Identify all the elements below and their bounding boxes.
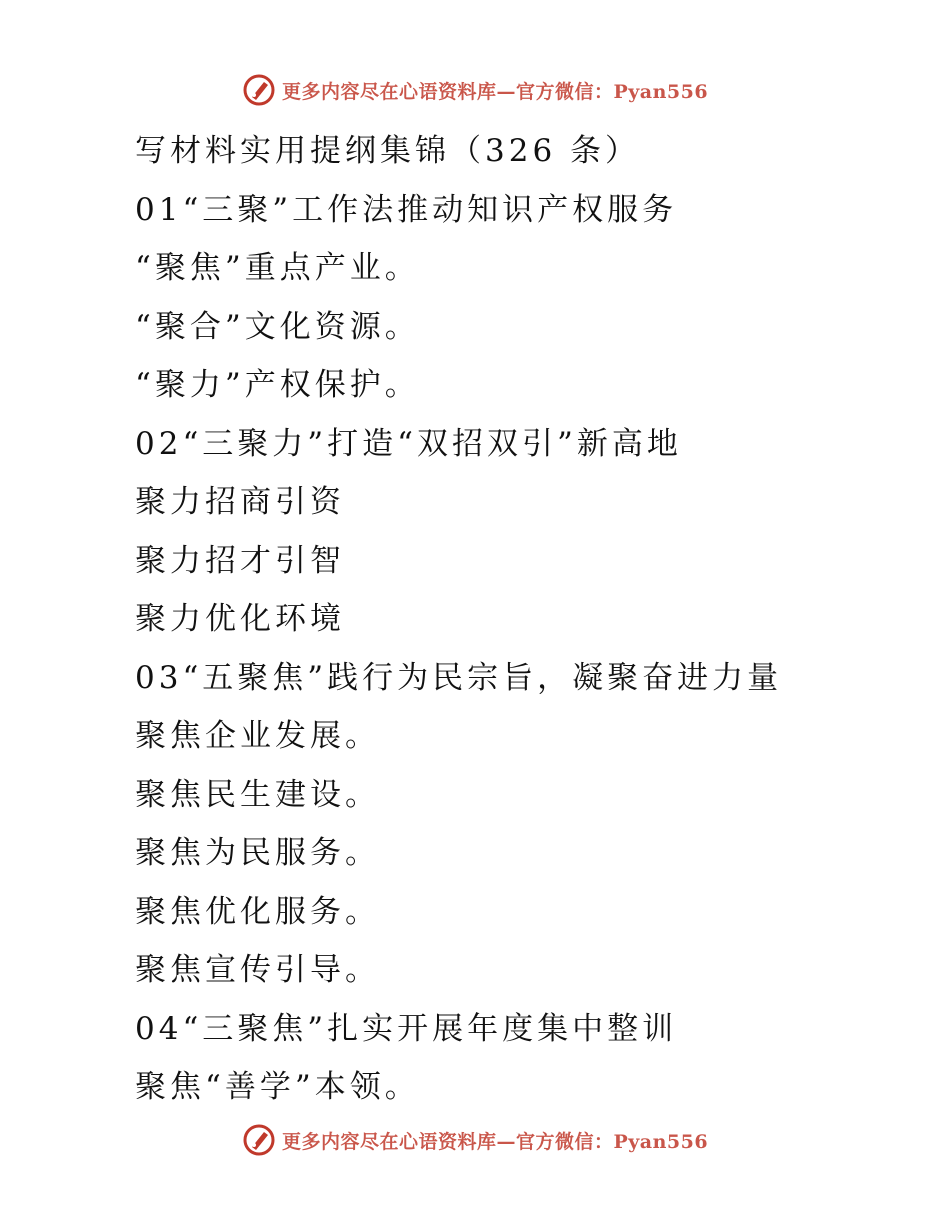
footer-watermark [0, 1120, 950, 1160]
list-item: 聚力招商引资 [135, 484, 345, 520]
list-item: “聚焦”重点产业。 [135, 250, 420, 286]
document-body [135, 122, 895, 1117]
list-item: 聚焦为民服务。 [135, 835, 380, 871]
section-heading: 03“五聚焦”践行为民宗旨，凝聚奋进力量 [135, 659, 783, 696]
list-item: 聚焦民生建设。 [135, 776, 380, 813]
document-title: 写材料实用提纲集锦（326 条） [135, 133, 641, 169]
section-heading: 04“三聚焦”扎实开展年度集中整训 [135, 1010, 678, 1047]
list-item: 聚力优化环境 [135, 601, 345, 637]
watermark-text: 更多内容尽在心语资料库—官方微信：Pyan556 [281, 80, 709, 103]
pen-nib-logo-icon [242, 73, 276, 107]
list-item: “聚合”文化资源。 [135, 308, 420, 345]
list-item: 聚焦企业发展。 [135, 718, 380, 754]
list-item: 聚力招才引智 [135, 542, 345, 579]
list-item: 聚焦宣传引导。 [135, 952, 380, 988]
section-heading: 02“三聚力”打造“双招双引”新高地 [135, 425, 682, 462]
list-item: 聚焦优化服务。 [135, 893, 380, 930]
section-heading: 01“三聚”工作法推动知识产权服务 [135, 191, 678, 228]
list-item: 聚焦“善学”本领。 [135, 1069, 420, 1105]
watermark-text: 更多内容尽在心语资料库—官方微信：Pyan556 [281, 1130, 709, 1153]
list-item: “聚力”产权保护。 [135, 367, 420, 403]
pen-nib-logo-icon [242, 1123, 276, 1157]
header-watermark [0, 70, 950, 110]
